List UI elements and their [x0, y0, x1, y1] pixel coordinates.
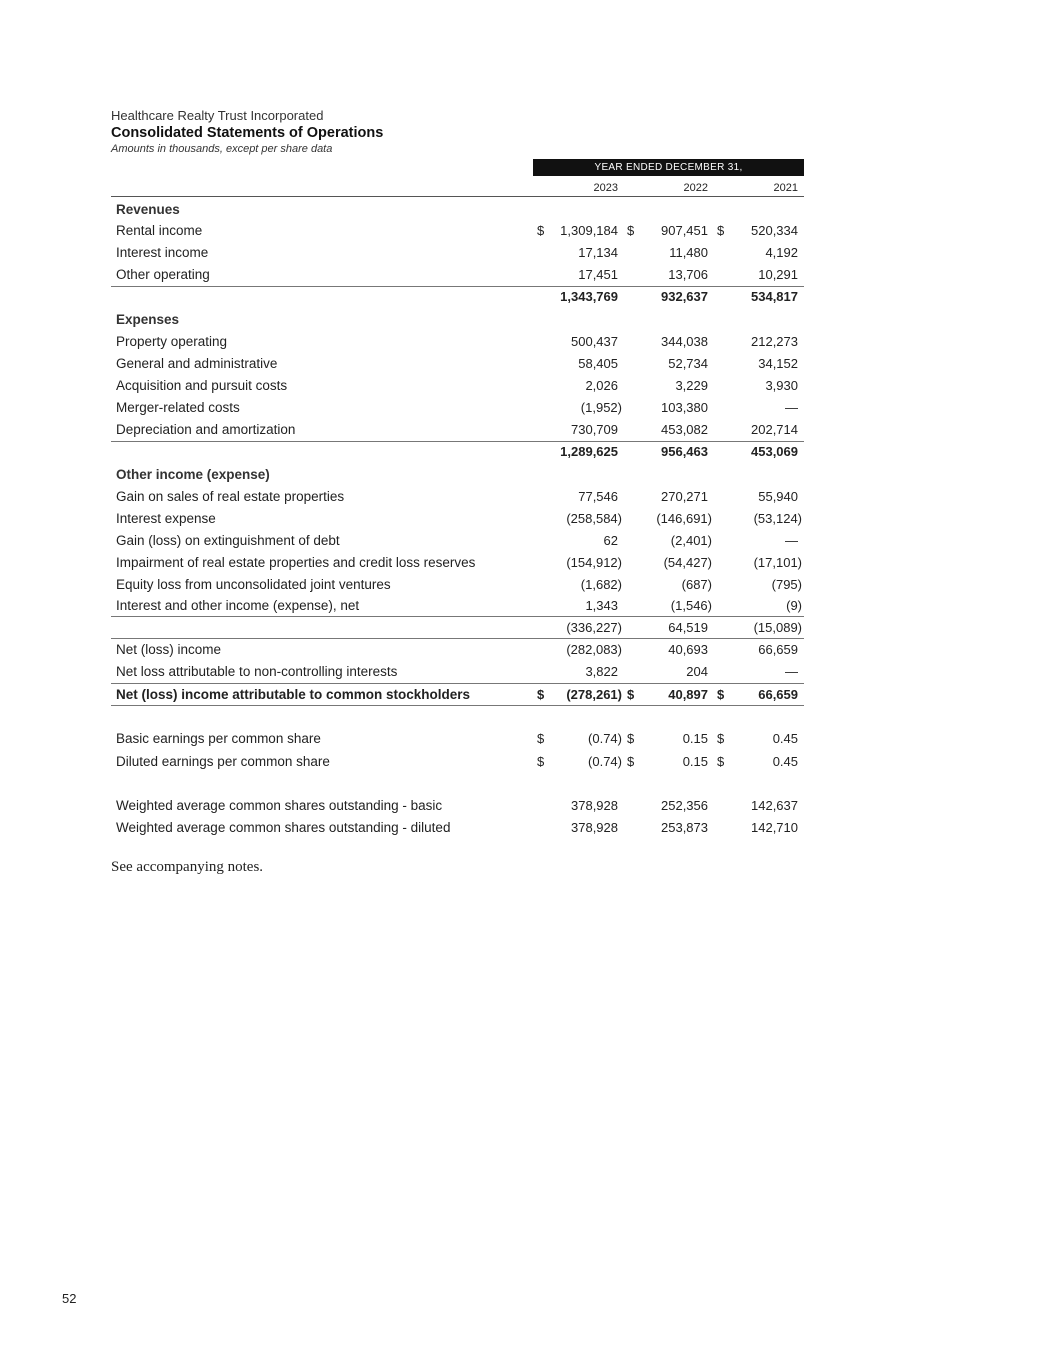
value-2022: 3,229 [675, 378, 708, 393]
value-2022: 253,873 [661, 820, 708, 835]
value-2023: 62 [603, 533, 618, 548]
row-label: Other operating [116, 267, 210, 282]
value-2021: (53,124) [753, 511, 802, 526]
row-label: Interest income [116, 245, 209, 260]
row-label: General and administrative [116, 356, 278, 371]
value-2022: 907,451 [661, 223, 708, 238]
row-label: Net (loss) income [116, 642, 222, 657]
value-2022: 270,271 [661, 489, 708, 504]
table-row [111, 529, 804, 551]
value-2023: (336,227) [566, 620, 622, 635]
value-2022: 956,463 [661, 444, 708, 459]
table-row [111, 794, 804, 816]
currency-symbol: $ [717, 223, 725, 238]
value-2023: (258,584) [566, 511, 622, 526]
statement-title: Consolidated Statements of Operations [111, 125, 384, 141]
currency-symbol: $ [537, 731, 545, 746]
value-2022: 52,734 [668, 356, 708, 371]
value-2023: (1,682) [580, 577, 622, 592]
value-2021: 0.45 [772, 754, 798, 769]
value-2023: 3,822 [585, 664, 618, 679]
row-label: Basic earnings per common share [116, 731, 321, 746]
total-row [111, 440, 804, 462]
row-label: Gain (loss) on extinguishment of debt [116, 533, 340, 548]
value-2023: (154,912) [566, 555, 622, 570]
table-row [111, 507, 804, 529]
value-2023: 378,928 [571, 820, 618, 835]
company-name: Healthcare Realty Trust Incorporated [111, 108, 324, 123]
value-2023: 1,343,769 [560, 289, 618, 304]
value-2021: 142,637 [751, 798, 798, 813]
row-label: Equity loss from unconsolidated joint ventures [116, 577, 391, 592]
value-2023: 1,309,184 [560, 223, 618, 238]
value-2022: 252,356 [661, 798, 708, 813]
value-2021: (9) [786, 598, 802, 613]
row-label: Net (loss) income attributable to common stockholders [116, 687, 471, 702]
table-row [111, 638, 804, 660]
value-2021: 66,659 [758, 687, 798, 702]
value-2022: 11,480 [669, 245, 708, 260]
table-row [111, 485, 804, 507]
currency-symbol: $ [627, 731, 635, 746]
value-2023: 17,134 [578, 245, 618, 260]
total-row [111, 285, 804, 307]
value-2021: 212,273 [751, 334, 798, 349]
statement-subtitle: Amounts in thousands, except per share data [111, 143, 333, 155]
table-rule [111, 638, 804, 639]
row-label: Expenses [116, 312, 180, 327]
column-header-2023: 2023 [593, 182, 618, 194]
value-2021: — [785, 664, 798, 679]
currency-symbol: $ [537, 223, 545, 238]
currency-symbol: $ [537, 754, 545, 769]
table-row [111, 418, 804, 440]
table-row [111, 816, 804, 838]
value-2021: 55,940 [758, 489, 798, 504]
value-2022: 13,706 [668, 267, 708, 282]
footnote: See accompanying notes. [111, 859, 264, 875]
table-row [111, 573, 804, 595]
table-row [111, 594, 804, 616]
row-label: Diluted earnings per common share [116, 754, 330, 769]
section-heading [111, 198, 804, 220]
value-2021: (15,089) [753, 620, 802, 635]
row-label: Rental income [116, 223, 203, 238]
value-2021: 534,817 [751, 289, 798, 304]
table-row [111, 374, 804, 396]
table-row [111, 727, 804, 749]
table-row [111, 750, 804, 772]
row-label: Interest and other income (expense), net [116, 598, 360, 613]
table-row [111, 219, 804, 241]
value-2023: 730,709 [571, 422, 618, 437]
value-2021: 66,659 [758, 642, 798, 657]
grand-row [111, 683, 804, 705]
currency-symbol: $ [717, 731, 725, 746]
value-2022: 204 [686, 664, 708, 679]
value-2021: 453,069 [751, 444, 798, 459]
currency-symbol: $ [717, 687, 725, 702]
row-label: Property operating [116, 334, 228, 349]
value-2023: 1,343 [585, 598, 618, 613]
table-row [111, 660, 804, 682]
row-label: Acquisition and pursuit costs [116, 378, 288, 393]
value-2023: 17,451 [578, 267, 618, 282]
value-2023: (282,083) [566, 642, 622, 657]
year-banner: YEAR ENDED DECEMBER 31, [533, 159, 804, 176]
value-2022: 64,519 [668, 620, 708, 635]
value-2021: 0.45 [772, 731, 798, 746]
value-2022: 40,897 [668, 687, 708, 702]
value-2021: 34,152 [758, 356, 798, 371]
value-2021: — [785, 400, 798, 415]
table-row [111, 241, 804, 263]
value-2023: 378,928 [571, 798, 618, 813]
value-2021: (795) [771, 577, 802, 592]
value-2023: 58,405 [578, 356, 618, 371]
row-label: Merger-related costs [116, 400, 240, 415]
currency-symbol: $ [627, 687, 635, 702]
currency-symbol: $ [627, 223, 635, 238]
value-2021: 10,291 [758, 267, 798, 282]
currency-symbol: $ [627, 754, 635, 769]
value-2021: 3,930 [765, 378, 798, 393]
subtotal-row [111, 616, 804, 638]
value-2022: (146,691) [656, 511, 712, 526]
table-row [111, 551, 804, 573]
row-label: Weighted average common shares outstanding - basic [116, 798, 443, 813]
row-label: Other income (expense) [116, 467, 270, 482]
value-2022: 932,637 [661, 289, 708, 304]
row-label: Revenues [116, 202, 180, 217]
value-2022: (2,401) [670, 533, 712, 548]
value-2023: (0.74) [588, 754, 622, 769]
value-2023: (278,261) [566, 687, 622, 702]
value-2022: 0.15 [682, 731, 708, 746]
value-2023: 2,026 [585, 378, 618, 393]
value-2021: 142,710 [751, 820, 798, 835]
row-label: Gain on sales of real estate properties [116, 489, 345, 504]
value-2022: 453,082 [661, 422, 708, 437]
table-rule [111, 616, 804, 617]
header-rule [111, 196, 804, 197]
column-header-2021: 2021 [773, 182, 798, 194]
table-rule [111, 286, 804, 287]
section-heading [111, 308, 804, 330]
table-rule [111, 441, 804, 442]
page-number: 52 [62, 1291, 77, 1306]
value-2022: (54,427) [663, 555, 712, 570]
value-2023: (0.74) [588, 731, 622, 746]
value-2022: 103,380 [661, 400, 708, 415]
value-2023: 77,546 [578, 489, 618, 504]
value-2022: 344,038 [661, 334, 708, 349]
row-label: Impairment of real estate properties and credit loss reserves [116, 555, 476, 570]
value-2023: (1,952) [580, 400, 622, 415]
row-label: Depreciation and amortization [116, 422, 296, 437]
table-row [111, 396, 804, 418]
value-2022: (1,546) [670, 598, 712, 613]
value-2023: 500,437 [571, 334, 618, 349]
value-2022: 0.15 [682, 754, 708, 769]
table-row [111, 352, 804, 374]
section-heading [111, 463, 804, 485]
value-2021: 520,334 [751, 223, 798, 238]
row-label: Interest expense [116, 511, 216, 526]
value-2022: (687) [681, 577, 712, 592]
value-2021: — [785, 533, 798, 548]
row-label: Weighted average common shares outstanding - diluted [116, 820, 451, 835]
value-2021: (17,101) [753, 555, 802, 570]
value-2023: 1,289,625 [560, 444, 618, 459]
table-rule [111, 683, 804, 684]
column-header-2022: 2022 [683, 182, 708, 194]
table-row [111, 330, 804, 352]
value-2022: 40,693 [668, 642, 708, 657]
value-2021: 202,714 [751, 422, 798, 437]
table-rule [111, 705, 804, 706]
table-row [111, 263, 804, 285]
statement-header [111, 108, 383, 156]
value-2021: 4,192 [765, 245, 798, 260]
currency-symbol: $ [717, 754, 725, 769]
currency-symbol: $ [537, 687, 545, 702]
row-label: Net loss attributable to non-controlling interests [116, 664, 398, 679]
